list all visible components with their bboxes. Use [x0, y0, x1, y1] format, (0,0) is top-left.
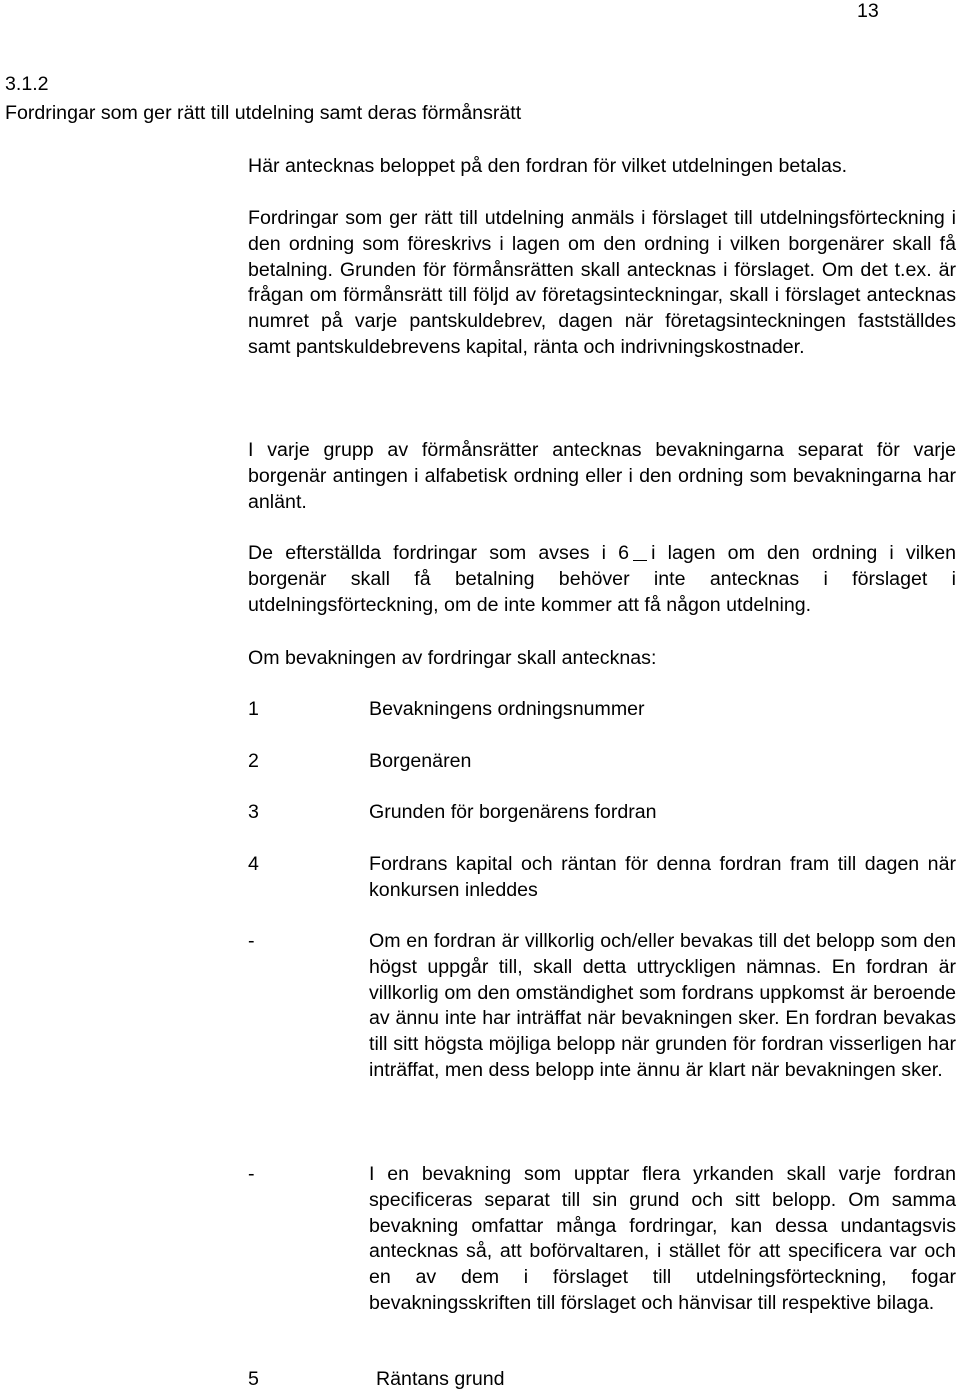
list-item-text: I en bevakning som upptar flera yrkanden skall varje fordran specificeras separat till sin grund och sitt belopp. Om samma bevakning omfattar många fordringar, kan dessa undantagsvis antecknas så, att boförvaltaren, i stället för att specificera var och en av dem i förslaget till utdelningsförteckning, fogar bevakningsskriften till förslaget och hänvisar till respektive bilaga. — [369, 1163, 956, 1314]
section-title: Fordringar som ger rätt till utdelning samt deras förmånsrätt — [5, 102, 522, 124]
list-item-dash: - — [248, 930, 255, 952]
list-item-text: Om en fordran är villkorlig och/eller bevakas till det belopp som den högst uppgår till, skall detta uttryckligen nämnas. En fordran är villkorlig om den omständighet som fordrans uppkomst är beroende av ännu inte har inträffat när bevakningen sker. En fordran bevakas till sitt högsta möjliga belopp när grunden för fordran visserligen har inträffat, men dess belopp inte ännu är klart när bevakningen sker. — [369, 930, 956, 1081]
list-item-number: 1 — [248, 698, 259, 720]
list-item-text: Räntans grund — [376, 1368, 505, 1390]
paragraph-priority-groups: I varje grupp av förmånsrätter antecknas bevakningarna separat för varje borgenär antingen i alfabetisk ordning eller i den ordning som bevakningarna har anlänt. — [248, 439, 956, 513]
paragraph-subordinated-part-1: De efterställda fordringar som avses i 6 — [248, 542, 630, 564]
list-item-text: Grunden för borgenärens fordran — [369, 801, 657, 823]
paragraph-subordinated-claims — [248, 541, 956, 618]
list-item-text: Borgenären — [369, 750, 472, 772]
list-item-text: Bevakningens ordningsnummer — [369, 698, 645, 720]
paragraph-subordinated-part-2: i lagen om den ordning i vilken borgenär skall få betalning behöver inte antecknas i förslaget i utdelningsförteckning, om de inte kommer att få någon utdelning. — [248, 542, 956, 616]
page-number: 13 — [857, 0, 879, 22]
list-item-number: 4 — [248, 853, 259, 875]
list-item-text: Fordrans kapital och räntan för denna fordran fram till dagen när konkursen inleddes — [369, 853, 956, 901]
section-number: 3.1.2 — [5, 73, 49, 95]
list-item-dash: - — [248, 1163, 255, 1185]
list-item-number: 5 — [248, 1368, 259, 1390]
paragraph-amount: Här antecknas beloppet på den fordran för vilket utdelningen betalas. — [248, 155, 848, 177]
list-item-number: 2 — [248, 750, 259, 772]
paragraph-priority-order: Fordringar som ger rätt till utdelning anmäls i förslaget till utdelningsförteckning i den ordning som föreskrivs i lagen om den ordning i vilken borgenärer skall få betalning. Grunden för förmånsrätten skall antecknas i förslaget. Om det t.ex. är frågan om förmånsrätt till följd av företagsinteckningar, skall i förslaget antecknas numret på varje pantskuldebrev, dagen när företagsinteckningen fastställdes samt pantskuldebrevens kapital, ränta och indrivningskostnader. — [248, 207, 956, 358]
section-symbol-icon — [633, 544, 647, 561]
list-item-number: 3 — [248, 801, 259, 823]
paragraph-list-intro: Om bevakningen av fordringar skall antecknas: — [248, 647, 657, 669]
